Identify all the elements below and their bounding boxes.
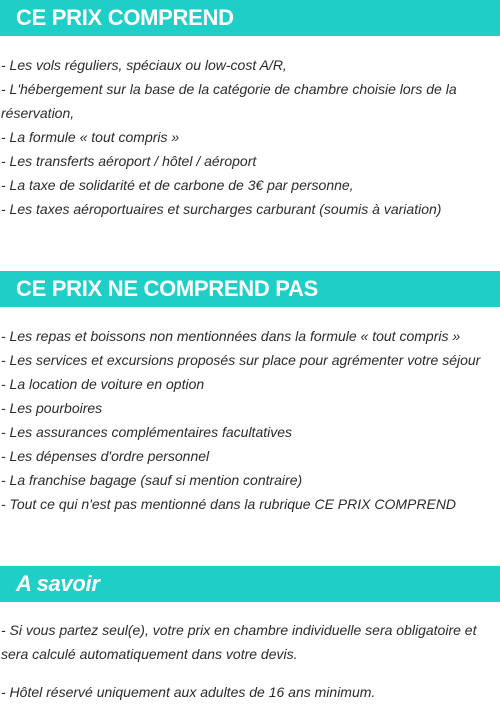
info-section xyxy=(0,566,500,704)
excluded-item: - Les pourboires xyxy=(1,400,103,416)
included-list xyxy=(0,53,500,221)
included-item: - La formule « tout compris » xyxy=(1,129,180,145)
excluded-item: - Tout ce qui n'est pas mentionné dans la rubrique CE PRIX COMPREND xyxy=(1,496,457,512)
included-item: - Les transferts aéroport / hôtel / aéroport xyxy=(1,153,257,169)
included-item: - Les taxes aéroportuaires et surcharges carburant (soumis à variation) xyxy=(1,201,442,217)
excluded-item: - Les repas et boissons non mentionnées dans la formule « tout compris » xyxy=(1,328,461,344)
excluded-item: - La location de voiture en option xyxy=(1,376,205,392)
excluded-item: - La franchise bagage (sauf si mention contraire) xyxy=(1,472,303,488)
info-item: - Si vous partez seul(e), votre prix en chambre individuelle sera obligatoire et sera calculé automatiquement dans votre devis. xyxy=(1,622,477,662)
included-item: - La taxe de solidarité et de carbone de 3€ par personne, xyxy=(1,177,354,193)
excluded-item: - Les services et excursions proposés sur place pour agrémenter votre séjour xyxy=(1,352,481,368)
included-title: CE PRIX COMPREND xyxy=(0,0,500,36)
info-list xyxy=(0,618,500,704)
included-item: - Les vols réguliers, spéciaux ou low-cost A/R, xyxy=(1,57,287,73)
excluded-section xyxy=(0,271,500,516)
excluded-list xyxy=(0,324,500,516)
included-item: - L'hébergement sur la base de la catégorie de chambre choisie lors de la réservation, xyxy=(1,81,457,121)
info-item: - Hôtel réservé uniquement aux adultes de 16 ans minimum. xyxy=(1,684,376,700)
excluded-item: - Les dépenses d'ordre personnel xyxy=(1,448,210,464)
info-title: A savoir xyxy=(0,566,500,602)
excluded-item: - Les assurances complémentaires facultatives xyxy=(1,424,293,440)
included-section xyxy=(0,0,500,221)
excluded-title: CE PRIX NE COMPREND PAS xyxy=(0,271,500,307)
